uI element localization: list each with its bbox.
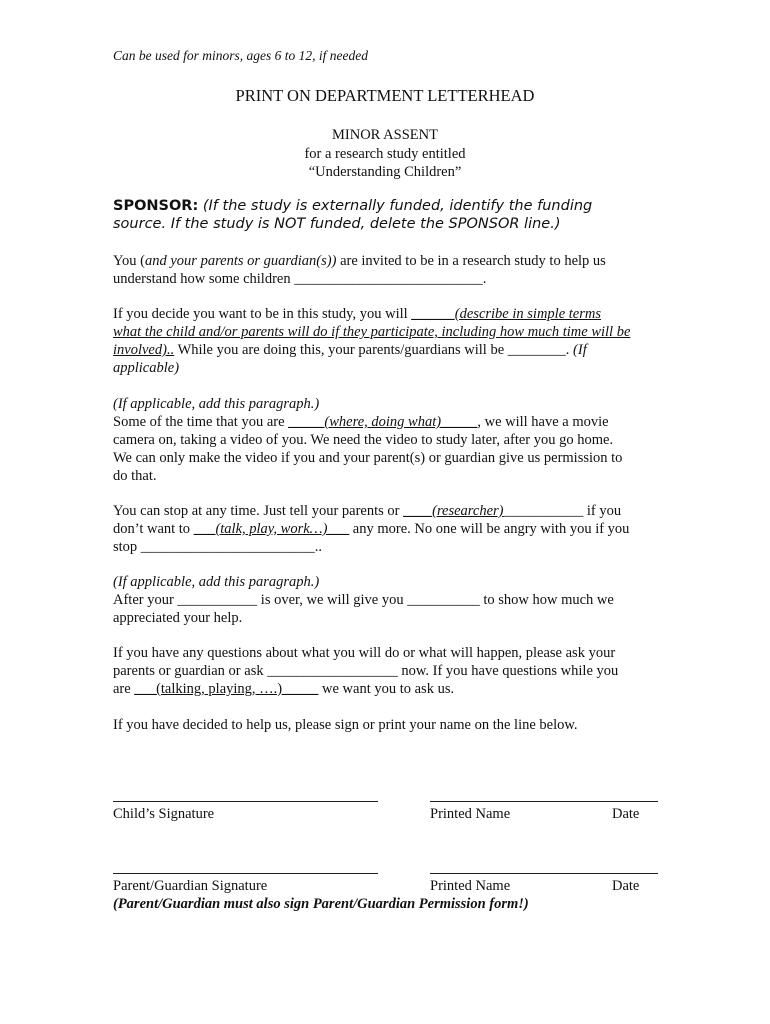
p4-text-b: ____(researcher) bbox=[403, 503, 504, 519]
parent-permission-note: (Parent/Guardian must also sign Parent/Guardian Permission form!) bbox=[113, 896, 529, 912]
p4-text-e: ___(talk, play, work…)___ bbox=[193, 521, 350, 537]
parent-signature-label: Parent/Guardian Signature bbox=[113, 878, 268, 894]
date-label-2: Date bbox=[612, 878, 640, 894]
p2-text-d: While you are doing this, your parents/guardians will be ________. bbox=[174, 342, 574, 358]
p4-line-3: stop ________________________.. bbox=[113, 539, 323, 555]
p6-text-c: we want you to ask us. bbox=[318, 681, 455, 697]
p4-text-a: You can stop at any time. Just tell your parents or bbox=[113, 503, 404, 519]
p3-line-5: do that. bbox=[113, 468, 157, 484]
p2-text-a: If you decide you want to be in this study, you will bbox=[113, 306, 412, 322]
p1-text-b: and your parents or guardian(s)) bbox=[144, 253, 337, 269]
paragraph-stop bbox=[113, 502, 658, 556]
paragraph-gift bbox=[113, 573, 658, 627]
p3-text-b: _____(where, doing what)_____ bbox=[288, 414, 478, 430]
p3-line-1: (If applicable, add this paragraph.) bbox=[113, 396, 320, 412]
letterhead-instruction: PRINT ON DEPARTMENT LETTERHEAD bbox=[235, 86, 535, 105]
sponsor-label: SPONSOR: bbox=[113, 198, 199, 214]
p5-line-2: After your ___________ is over, we will give you __________ to show how much we bbox=[113, 592, 614, 608]
parent-signature-line[interactable] bbox=[113, 873, 378, 874]
p2-text-b: ______(describe in simple terms bbox=[411, 306, 601, 322]
p1-line-2: understand how some children __________________________. bbox=[113, 271, 487, 287]
paragraph-sign-instruction: If you have decided to help us, please sign or print your name on the line below. bbox=[113, 717, 578, 733]
sponsor-instruction-2: source. If the study is NOT funded, delete the SPONSOR line.) bbox=[113, 216, 561, 232]
p3-text-a: Some of the time that you are bbox=[113, 414, 289, 430]
p2-line-2: what the child and/or parents will do if they participate, including how much time will be bbox=[113, 324, 631, 340]
p3-line-4: We can only make the video if you and your parent(s) or guardian give us permission to bbox=[113, 450, 623, 466]
child-signature-line[interactable] bbox=[113, 801, 378, 802]
sponsor-instruction-1: (If the study is externally funded, identify the funding bbox=[198, 198, 593, 214]
p2-text-e: (If bbox=[573, 342, 587, 358]
p1-text-c: are invited to be in a research study to help us bbox=[336, 253, 606, 269]
sponsor-block bbox=[113, 197, 673, 233]
p4-text-f: any more. No one will be angry with you if you bbox=[349, 521, 630, 537]
paragraph-invitation bbox=[113, 252, 658, 288]
p2-text-c: involved).. bbox=[113, 342, 175, 358]
printed-name-label-2: Printed Name bbox=[430, 878, 511, 894]
p4-text-d: don’t want to bbox=[113, 521, 194, 537]
title-line-3: “Understanding Children” bbox=[308, 164, 462, 180]
p3-text-c: , we will have a movie bbox=[477, 414, 609, 430]
p6-text-a: are bbox=[113, 681, 135, 697]
p1-text-a: You ( bbox=[113, 253, 145, 269]
p4-text-c: ___________ if you bbox=[503, 503, 622, 519]
child-signature-label: Child’s Signature bbox=[113, 806, 215, 822]
p3-line-3: camera on, taking a video of you. We need the video to study later, after you go home. bbox=[113, 432, 614, 448]
parent-printed-name-line[interactable] bbox=[430, 873, 658, 874]
paragraph-questions bbox=[113, 644, 658, 698]
p6-line-2: parents or guardian or ask __________________ now. If you have questions while you bbox=[113, 663, 619, 679]
title-line-2: for a research study entitled bbox=[304, 146, 466, 162]
paragraph-procedures bbox=[113, 305, 658, 377]
paragraph-video bbox=[113, 395, 658, 485]
p5-line-1: (If applicable, add this paragraph.) bbox=[113, 574, 320, 590]
header-note: Can be used for minors, ages 6 to 12, if needed bbox=[113, 48, 368, 63]
child-printed-name-line[interactable] bbox=[430, 801, 658, 802]
p6-text-b: ___(talking, playing, ….)_____ bbox=[134, 681, 319, 697]
date-label-1: Date bbox=[612, 806, 640, 822]
printed-name-label-1: Printed Name bbox=[430, 806, 511, 822]
title-line-1: MINOR ASSENT bbox=[332, 127, 438, 143]
p2-line-4: applicable) bbox=[113, 360, 180, 376]
p6-line-1: If you have any questions about what you will do or what will happen, please ask your bbox=[113, 645, 616, 661]
p5-line-3: appreciated your help. bbox=[113, 610, 243, 626]
